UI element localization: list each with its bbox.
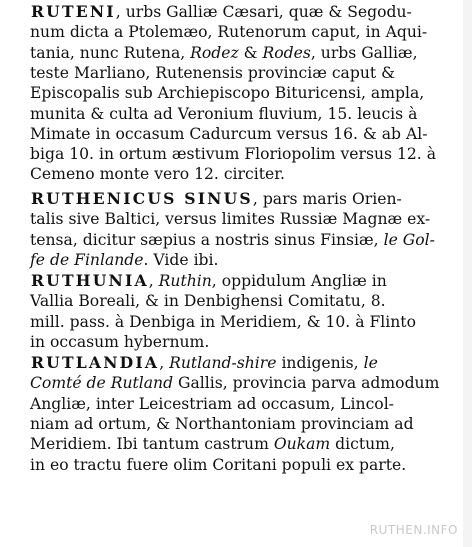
entry-line (30, 414, 414, 434)
text-run: & (238, 43, 263, 62)
italic-term: le Gol- (383, 230, 435, 249)
italic-term: Rodes (262, 43, 311, 62)
entry-line (31, 2, 412, 22)
entry-line (30, 434, 395, 454)
entry-line (30, 394, 394, 414)
entry-line (30, 209, 430, 229)
entry-line (30, 250, 218, 270)
italic-term: Comté de Rutland (30, 374, 174, 393)
headword: RUTENI (31, 2, 116, 21)
text-run: , (159, 354, 170, 372)
entry-line (30, 373, 439, 393)
entry-line (30, 63, 395, 83)
text-run: , oppidulum Angliæ in (211, 272, 387, 290)
headword: RUTLANDIA (31, 353, 160, 372)
entry-line (30, 291, 386, 311)
text-run: talis sive Baltici, versus limites Russiæ Magnæ ex- (30, 210, 431, 229)
entry-line (30, 83, 424, 103)
italic-term: le (363, 354, 378, 372)
entry-line (30, 455, 406, 475)
text-run: in occasum hybernum. (30, 332, 210, 351)
text-run: niam ad ortum, & Northantoniam provinciam ad (30, 414, 414, 433)
watermark: RUTHEN.INFO (369, 523, 458, 537)
italic-term: Oukam (273, 435, 331, 454)
text-run: num dicta a Ptolemæo, Rutenorum caput, in Aqui- (30, 23, 428, 42)
italic-term: Rodez (190, 43, 239, 62)
text-run: , (148, 272, 159, 290)
italic-term: Rutland-shire (169, 354, 277, 372)
entry-line (30, 22, 427, 42)
entry-line (30, 43, 418, 63)
text-run: , urbs Galliæ, (310, 43, 418, 62)
text-run: mill. pass. à Denbiga in Meridiem, & 10. à Flinto (30, 312, 416, 331)
text-run: , pars maris Orien- (252, 190, 402, 208)
entry-line (31, 189, 402, 209)
entry-line (30, 144, 436, 164)
text-run: Gallis, provincia parva admodum (173, 374, 440, 393)
italic-term: fe de Finlande (30, 250, 144, 269)
text-run: teste Marliano, Rutenensis provinciæ caput & (30, 63, 395, 82)
text-run: indigenis, (276, 354, 364, 372)
text-run: Cemeno monte vero 12. circiter. (30, 165, 285, 184)
text-run: tania, nunc Rutena, (30, 43, 191, 62)
text-run: . Vide ibi. (143, 250, 219, 269)
entry-line (30, 312, 416, 332)
entry-line (31, 353, 378, 373)
page-edge (463, 0, 472, 547)
entry-line (31, 271, 387, 291)
headword: RUTHUNIA (31, 271, 149, 290)
text-run: tensa, dicitur sæpius a nostris sinus Finsiæ, (30, 230, 384, 249)
text-run: Episcopalis sub Archiepiscopo Bituricensi, ampla, (30, 84, 425, 103)
text-run: in eo tractu fuere olim Coritani populi ex parte. (30, 455, 407, 474)
headword: RUTHENICUS SINUS (31, 189, 253, 208)
text-run: Mimate in occasum Cadurcum versus 16. & ab Al- (30, 124, 428, 143)
entry-line (30, 164, 285, 184)
text-run: munita & culta ad Veronium fluvium, 15. leucis à (30, 104, 418, 123)
entry-line (30, 124, 428, 144)
italic-term: Ruthin (158, 272, 212, 290)
text-run: dictum, (330, 435, 395, 454)
entry-line (30, 104, 417, 124)
text-run: Angliæ, inter Leicestriam ad occasum, Lincol- (30, 394, 394, 413)
text-run: , urbs Galliæ Cæsari, quæ & Segodu- (115, 3, 412, 21)
text-run: biga 10. in ortum æstivum Floriopolim versus 12. à (30, 145, 437, 164)
entry-line (30, 332, 209, 352)
text-run: Vallia Boreali, & in Denbighensi Comitatu, 8. (30, 292, 386, 311)
text-run: Meridiem. Ibi tantum castrum (30, 435, 274, 454)
entry-line (30, 230, 435, 250)
